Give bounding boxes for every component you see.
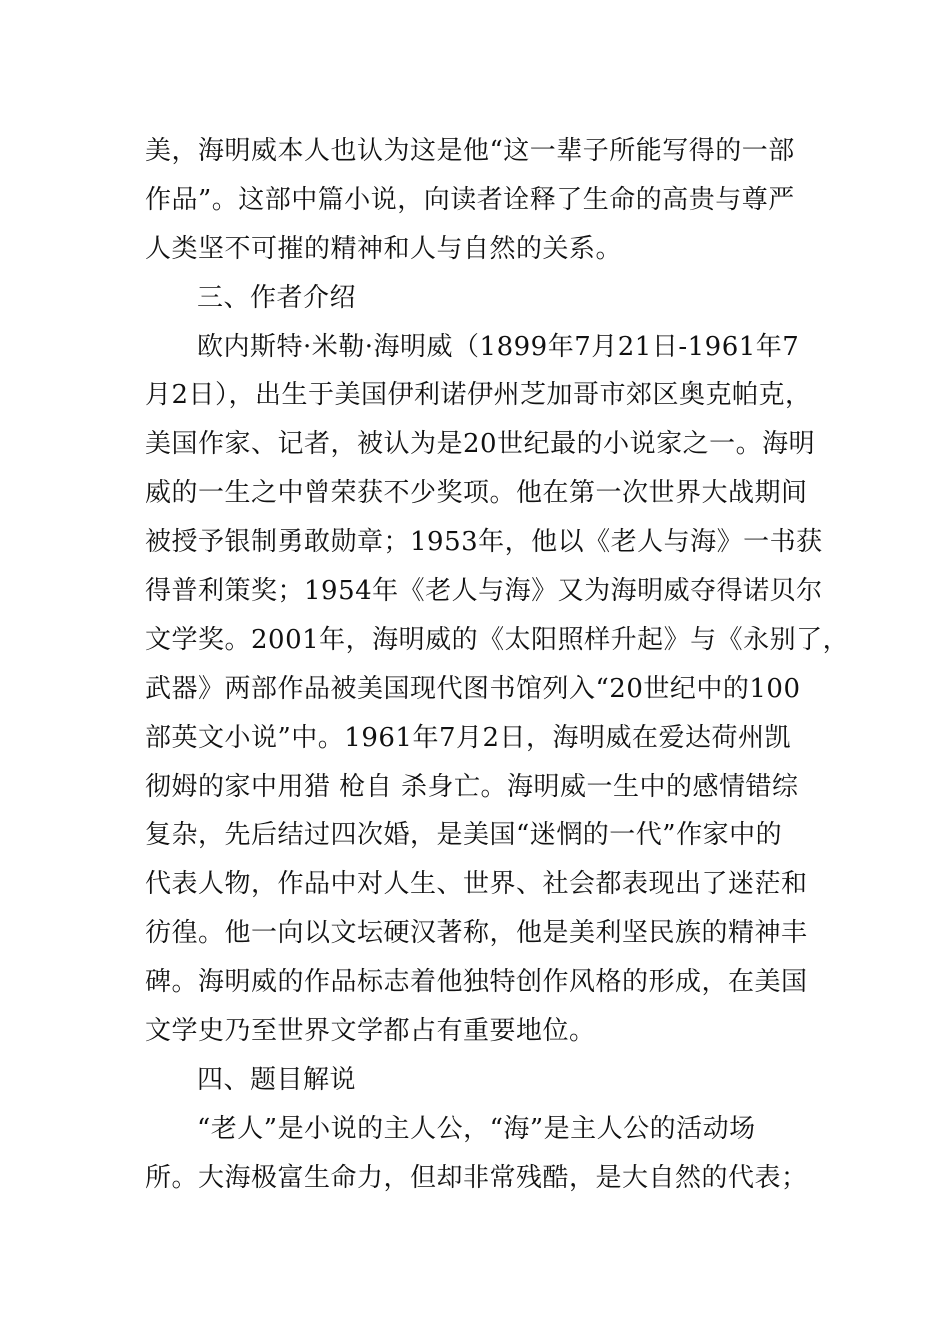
text-line: 美国作家、记者，被认为是20世纪最的小说家之一。海明 bbox=[145, 429, 816, 460]
text-line: 文学奖。2001年，海明威的《太阳照样升起》与《永别了， bbox=[145, 624, 850, 655]
text-line: 所。大海极富生命力，但却非常残酷，是大自然的代表； bbox=[145, 1162, 808, 1193]
text-line: 碑。海明威的作品标志着他独特创作风格的形成，在美国 bbox=[145, 967, 808, 998]
body-text bbox=[145, 127, 850, 1203]
section-heading: 三、作者介绍 bbox=[197, 282, 357, 313]
text-line: 彻姆的家中用猎 枪自 杀身亡。海明威一生中的感情错综 bbox=[145, 771, 799, 802]
text-line: 文学史乃至世界文学都占有重要地位。 bbox=[145, 1016, 596, 1047]
text-line: 彷徨。他一向以文坛硬汉著称，他是美利坚民族的精神丰 bbox=[145, 918, 808, 949]
section-heading: 四、题目解说 bbox=[197, 1064, 357, 1095]
text-line: 代表人物，作品中对人生、世界、社会都表现出了迷茫和 bbox=[145, 869, 808, 900]
text-line: 威的一生之中曾荣获不少奖项。他在第一次世界大战期间 bbox=[145, 478, 808, 509]
text-line: 武器》两部作品被美国现代图书馆列入“20世纪中的100 bbox=[145, 673, 801, 704]
text-line: 被授予银制勇敢勋章；1953年，他以《老人与海》一书获 bbox=[145, 527, 823, 558]
text-line: 部英文小说”中。1961年7月2日，海明威在爱达荷州凯 bbox=[145, 722, 792, 753]
text-line: 欧内斯特·米勒·海明威（1899年7月21日-1961年7 bbox=[197, 331, 800, 362]
text-line: 得普利策奖；1954年《老人与海》又为海明威夺得诺贝尔 bbox=[145, 576, 823, 607]
text-line: 美，海明威本人也认为这是他“这一辈子所能写得的一部 bbox=[145, 136, 795, 166]
text-line: 作品”。这部中篇小说，向读者诠释了生命的高贵与尊严 bbox=[145, 184, 795, 215]
text-line: “老人”是小说的主人公，“海”是主人公的活动场 bbox=[197, 1113, 756, 1144]
text-line: 月2日），出生于美国伊利诺伊州芝加哥市郊区奥克帕克， bbox=[145, 380, 812, 411]
text-line: 人类坚不可摧的精神和人与自然的关系。 bbox=[145, 233, 623, 264]
text-line: 复杂，先后结过四次婚，是美国“迷惘的一代”作家中的 bbox=[145, 820, 783, 851]
